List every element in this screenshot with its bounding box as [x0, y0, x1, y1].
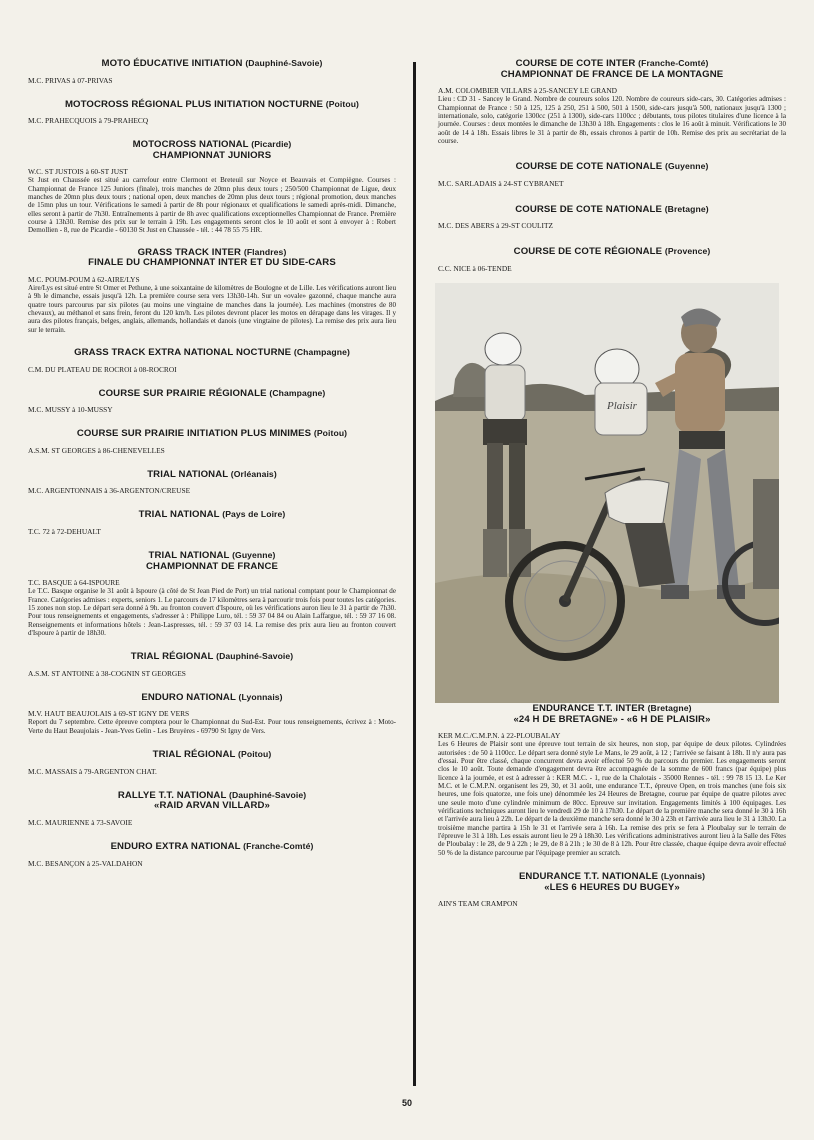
event-subtitle: CHAMPIONNAT DE FRANCE DE LA MONTAGNE: [500, 68, 724, 80]
event-heading: [28, 428, 396, 440]
event-region: (Franche-Comté): [243, 840, 314, 851]
organizing-club: A.M. COLOMBIER VILLARS à 25-SANCEY LE GRAND: [438, 86, 618, 96]
event-heading: [28, 347, 396, 359]
event-subtitle: «RAID ARVAN VILLARD»: [154, 800, 270, 812]
event-region: (Provence): [664, 246, 711, 257]
event-title: ENDURO NATIONAL: [141, 691, 236, 703]
event-region: (Guyenne): [665, 161, 709, 172]
left-column: [28, 58, 396, 868]
event-region: (Poitou): [313, 428, 348, 439]
event-heading: [438, 871, 786, 893]
event-title: COURSE DE COTE INTER: [515, 58, 636, 69]
organizing-club: T.C. BASQUE à 64-ISPOURE: [28, 578, 120, 588]
organizing-club: M.C. MASSAIS à 79-ARGENTON CHAT.: [28, 766, 157, 776]
event-heading: [438, 58, 786, 80]
event-entry: [28, 347, 396, 374]
event-title: COURSE DE COTE NATIONALE: [515, 161, 663, 173]
event-heading: [28, 550, 396, 572]
event-entry: [438, 246, 786, 273]
event-description: Lieu : CD 31 - Sancey le Grand. Nombre de coureurs solos 120. Nombre de coureurs side-cars, 30. Catégories admises : Championnat de France : 50 à 125, 125 à 250, 251 à 500, 501 à 1500, side-cars jusqu'à 500, nationaux jusqu'à 1300 ; internationale, solo, catégorie 1300cc (251 à 1300), side-cars 1100cc ; débutants, tous pilotes titulaires d'une licence à la journée. Courses : deux montées le dimanche de 13h30 à 18h. Engagements : clos le 16 août à minuit. Vérifications le 30 août de 14 à 18h. Essais libres le 31 à partir de 8h, essais chronos à partir de 10h. Remise des prix au secrétariat de la course.: [438, 95, 786, 145]
event-title: ENDURANCE T.T. NATIONALE: [518, 871, 659, 883]
event-title: MOTOCROSS NATIONAL: [132, 139, 249, 151]
event-title: RALLYE T.T. NATIONAL: [117, 789, 227, 801]
event-heading: [28, 388, 396, 400]
event-region: (Franche-Comté): [638, 58, 709, 68]
event-subtitle: CHAMPIONNAT DE FRANCE: [146, 560, 278, 572]
right-bottom-entries: [438, 703, 786, 908]
event-heading: [438, 246, 786, 258]
event-title: TRIAL RÉGIONAL: [152, 749, 236, 761]
motocross-photo: [435, 283, 779, 703]
event-region: (Dauphiné-Savoie): [245, 58, 323, 68]
event-region: (Bretagne): [647, 703, 692, 714]
organizing-club: M.C. PRIVAS à 07-PRIVAS: [28, 75, 113, 85]
event-entry: [28, 388, 396, 415]
right-top-entries: [438, 58, 786, 273]
event-title: GRASS TRACK INTER: [137, 246, 242, 258]
event-title: COURSE DE COTE NATIONALE: [515, 203, 662, 215]
event-title: TRIAL NATIONAL: [138, 509, 220, 521]
event-entry: [28, 469, 396, 496]
event-entry: [28, 509, 396, 536]
organizing-club: M.C. PRAHECQUOIS à 79-PRAHECQ: [28, 116, 149, 126]
event-subtitle: «24 H DE BRETAGNE» - «6 H DE PLAISIR»: [513, 713, 711, 725]
shirt-lettering: Plaisir: [607, 400, 637, 413]
organizing-club: A.S.M. ST GEORGES à 86-CHENEVELLES: [28, 445, 165, 455]
organizing-club: M.C. POUM-POUM à 62-AIRE/LYS: [28, 274, 140, 284]
event-subtitle: FINALE DU CHAMPIONNAT INTER ET DU SIDE-CARS: [88, 257, 336, 269]
event-title: ENDURO EXTRA NATIONAL: [110, 840, 241, 852]
event-title: TRIAL NATIONAL: [147, 468, 229, 480]
organizing-club: M.C. SARLADAIS à 24-ST CYBRANET: [438, 178, 564, 188]
event-entry: [438, 871, 786, 908]
event-title: COURSE SUR PRAIRIE INITIATION PLUS MINIMES: [76, 428, 312, 440]
event-heading: [438, 703, 786, 725]
organizing-club: M.C. MAURIENNE à 73-SAVOIE: [28, 817, 133, 827]
event-description: Aire/Lys est situé entre St Omer et Pethune, à une soixantaine de kilomètres de Boulogne et de Lille. Les vérifications auront lieu à 9h le dimanche, essais jusqu'à 12h. La première course sera vers 13h30-14h. Sur un «ovale» gazonné, chaque manche aura quatre tours parcourus par six pilotes (au moins une vingtaine de manches dans la journée). Les machines (monstres de 80 chevaux), au méthanol et sans frein, feront du 120 km/h. Les pilotes devront placer les motos en dérapage dans les virages. Il y aura des pilotes français, belges, anglais, allemands, hollandais et danois (une vingtaine de pilotes). La remise des prix aura lieu sur le terrain.: [28, 283, 396, 334]
organizing-club: AIN'S TEAM CRAMPON: [438, 899, 518, 909]
event-region: (Guyenne): [232, 550, 276, 560]
event-region: (Poitou): [325, 98, 360, 109]
event-heading: [28, 509, 396, 521]
motocross-photo-illustration: [435, 283, 779, 703]
event-region: (Pays de Loire): [222, 509, 286, 520]
event-region: (Poitou): [238, 749, 272, 760]
event-region: (Lyonnais): [660, 871, 706, 882]
event-title: COURSE DE COTE RÉGIONALE: [513, 246, 663, 258]
event-title: MOTO ÉDUCATIVE INITIATION: [101, 58, 243, 69]
organizing-club: M.C. BESANÇON à 25-VALDAHON: [28, 858, 143, 868]
event-entry: [28, 749, 396, 776]
event-region: (Flandres): [243, 246, 287, 257]
event-region: (Picardie): [251, 139, 292, 150]
event-region: (Dauphiné-Savoie): [216, 651, 294, 662]
event-entry: [28, 841, 396, 868]
event-heading: [28, 651, 396, 663]
event-title: MOTOCROSS RÉGIONAL PLUS INITIATION NOCTURNE: [64, 98, 323, 110]
organizing-club: C.C. NICE à 06-TENDE: [438, 264, 512, 274]
event-entry: [28, 651, 396, 678]
event-entry: [28, 247, 396, 334]
event-heading: [28, 247, 396, 269]
event-heading: [28, 469, 396, 481]
event-heading: [28, 58, 396, 70]
event-entry: [438, 161, 786, 188]
event-description: Report du 7 septembre. Cette épreuve comptera pour le Championnat du Sud-Est. Pour tous renseignements, écrivez à : Moto-Verte du Haut Beaujolais - Jean-Yves Gelin - Les Bruyères - 69790 St Igny de Vers.: [28, 718, 396, 735]
event-title: TRIAL RÉGIONAL: [130, 651, 214, 663]
event-heading: [28, 692, 396, 704]
event-region: (Lyonnais): [238, 691, 283, 702]
event-heading: [28, 99, 396, 111]
event-heading: [438, 204, 786, 216]
event-region: (Dauphiné-Savoie): [229, 789, 307, 800]
event-entry: [28, 139, 396, 235]
page-number: 50: [401, 1098, 412, 1108]
event-title: COURSE SUR PRAIRIE RÉGIONALE: [98, 387, 267, 399]
organizing-club: W.C. ST JUSTOIS à 60-ST JUST: [28, 167, 128, 177]
event-heading: [28, 790, 396, 812]
event-title: ENDURANCE T.T. INTER: [532, 703, 645, 715]
event-region: (Bretagne): [664, 203, 709, 214]
event-subtitle: «LES 6 HEURES DU BUGEY»: [544, 881, 680, 893]
event-entry: [438, 204, 786, 231]
event-description: Le T.C. Basque organise le 31 août à Ispoure (à côté de St Jean Pied de Port) un trial national comptant pour le Championnat de France. Catégories admises : experts, seniors 1. Le parcours de 17 kilomètres sera à parcourir trois fois pour toutes les catégories. 15 zones non stop. Le départ sera donné à 9h. au fronton couvert d'Ispoure, où les vérifications auron lieu le 31 à partir de 7h30. Pour tous renseignements et engagements, s'adresser à : Philippe Luro, tél. : 59 37 04 84 ou Alain Laffargue, tél. : 59 37 16 08. Renseignements et informations hôtels : Jean-Laspresses, tél. : 59 37 03 14. La remise des prix aura lieu au fronton couvert d'Ispoure à partir de 18h30.: [28, 587, 396, 637]
event-entry: [28, 790, 396, 827]
event-description: St Just en Chaussée est situé au carrefour entre Clermont et Breteuil sur Noyce et Beauvais et Compiègne. Courses : Championnat de France 125 Juniors (finale), trois manches de 20mn plus deux tours ; 250/500 Championnat de Ligue, deux manches de 20mn plus deux tours ; national open, deux manches de 20mn plus deux tours ; régional promotion, deux manches de 15mn plus un tour. Vérifications le samedi à partir de 8h pour régionaux et qualifications le samedi après-midi. Dimanche, elles seront à partir de 7h30. Entraînements à partir de 8h avec qualifications exceptionnelles Championnat de France. Première course à 13h30. Remise des prix sur le terrain à 19h. Les engagements seront clos le 10 août et sont à envoyer à : Robert Demollien - 8, rue de Picardie - 60130 St Just en Chaussée - tél. : 44 78 55 75 HR.: [28, 176, 396, 235]
event-region: (Champagne): [293, 347, 350, 358]
event-entry: [28, 99, 396, 126]
organizing-club: T.C. 72 à 72-DEHUALT: [28, 527, 101, 536]
organizing-club: KER M.C./C.M.P.N. à 22-PLOUBALAY: [438, 731, 561, 741]
event-region: (Orléanais): [230, 468, 277, 479]
organizing-club: M.V. HAUT BEAUJOLAIS à 69-ST IGNY DE VERS: [28, 709, 190, 719]
event-heading: [438, 161, 786, 173]
organizing-club: A.S.M. ST ANTOINE à 38-COGNIN ST GEORGES: [28, 668, 186, 678]
organizing-club: C.M. DU PLATEAU DE ROCROI à 08-ROCROI: [28, 364, 177, 374]
event-entry: [28, 428, 396, 455]
event-entry: [438, 58, 786, 145]
organizing-club: M.C. MUSSY à 10-MUSSY: [28, 405, 113, 415]
event-entry: [28, 550, 396, 637]
event-region: (Champagne): [269, 387, 326, 398]
event-entry: [438, 703, 786, 857]
organizing-club: M.C. DES ABERS à 29-ST COULITZ: [438, 221, 554, 231]
event-title: GRASS TRACK EXTRA NATIONAL NOCTURNE: [74, 347, 292, 359]
event-entry: [28, 692, 396, 735]
right-column: [438, 58, 786, 908]
event-description: Les 6 Heures de Plaisir sont une épreuve tout terrain de six heures, non stop, par équipe de deux pilotes. Cylindrées autorisées : de 50 à 1100cc. Le départ sera donné style Le Mans, le 29 août, à 12 ; l'arrivée se faisant à 18h. Il n'y aura pas d'essai. Pour être classé, chaque concurrent devra avoir effectué 50 % du parcours du premier. Les engagements seront clos le 10 août. Toute demande d'engagement devra être accompagnée de la somme de 600 francs (par équipe) plus licence à la journée, et est à adresser à : KER M.C. - 1, rue de la Chalotais - 35000 Rennes - tél. : 99 78 15 13. Le Ker M.C. et le C.M.P.N. organisent les 29, 30, et 31 août, une endurance T.T., épreuve Open, en trois manches (une fois six heures, une fois quatorze, une fois une) dénommée les 24 Heures de Bretagne, courue par équipe de quatre pilotes avec une seule moto d'une cylindrée minimum de 80cc. Epreuve sur invitation. Engagements limités à 100 équipages. Les vérifications techniques auront lieu le vendredi 29 de 10 à 17h30. Le départ de la première manche sera donné le 30 à 16h et l'arrivée aura lieu à 22h. Le départ de la deuxième manche sera donné le 30 à 23h et l'arrivée aura lieu le 31 à 13h30. La troisième manche partira à 15h le 31 et l'arrivée sera à 16h. La remise des prix se fera à Ploubalay sur le terrain de l'épreuve le 31 à 18h. Les essais auront lieu le 29 à 18h30. Les vérifications administratives auront lieu à la Salle des Fêtes de Ploubalay : le 28, de 9 à 22h ; le 29, de 8 à 21h ; le 30 de 8 à 12h. Pour être classée, chaque équipe devra avoir effectué 50 % de la distance parcourue par l'équipage premier au scratch.: [438, 740, 786, 857]
event-entry: [28, 58, 396, 85]
event-heading: [28, 749, 396, 761]
event-subtitle: CHAMPIONNAT JUNIORS: [152, 149, 272, 161]
event-title: TRIAL NATIONAL: [148, 550, 230, 561]
event-heading: [28, 139, 396, 161]
event-heading: [28, 841, 396, 853]
organizing-club: M.C. ARGENTONNAIS à 36-ARGENTON/CREUSE: [28, 486, 191, 496]
column-divider: [413, 62, 416, 1086]
